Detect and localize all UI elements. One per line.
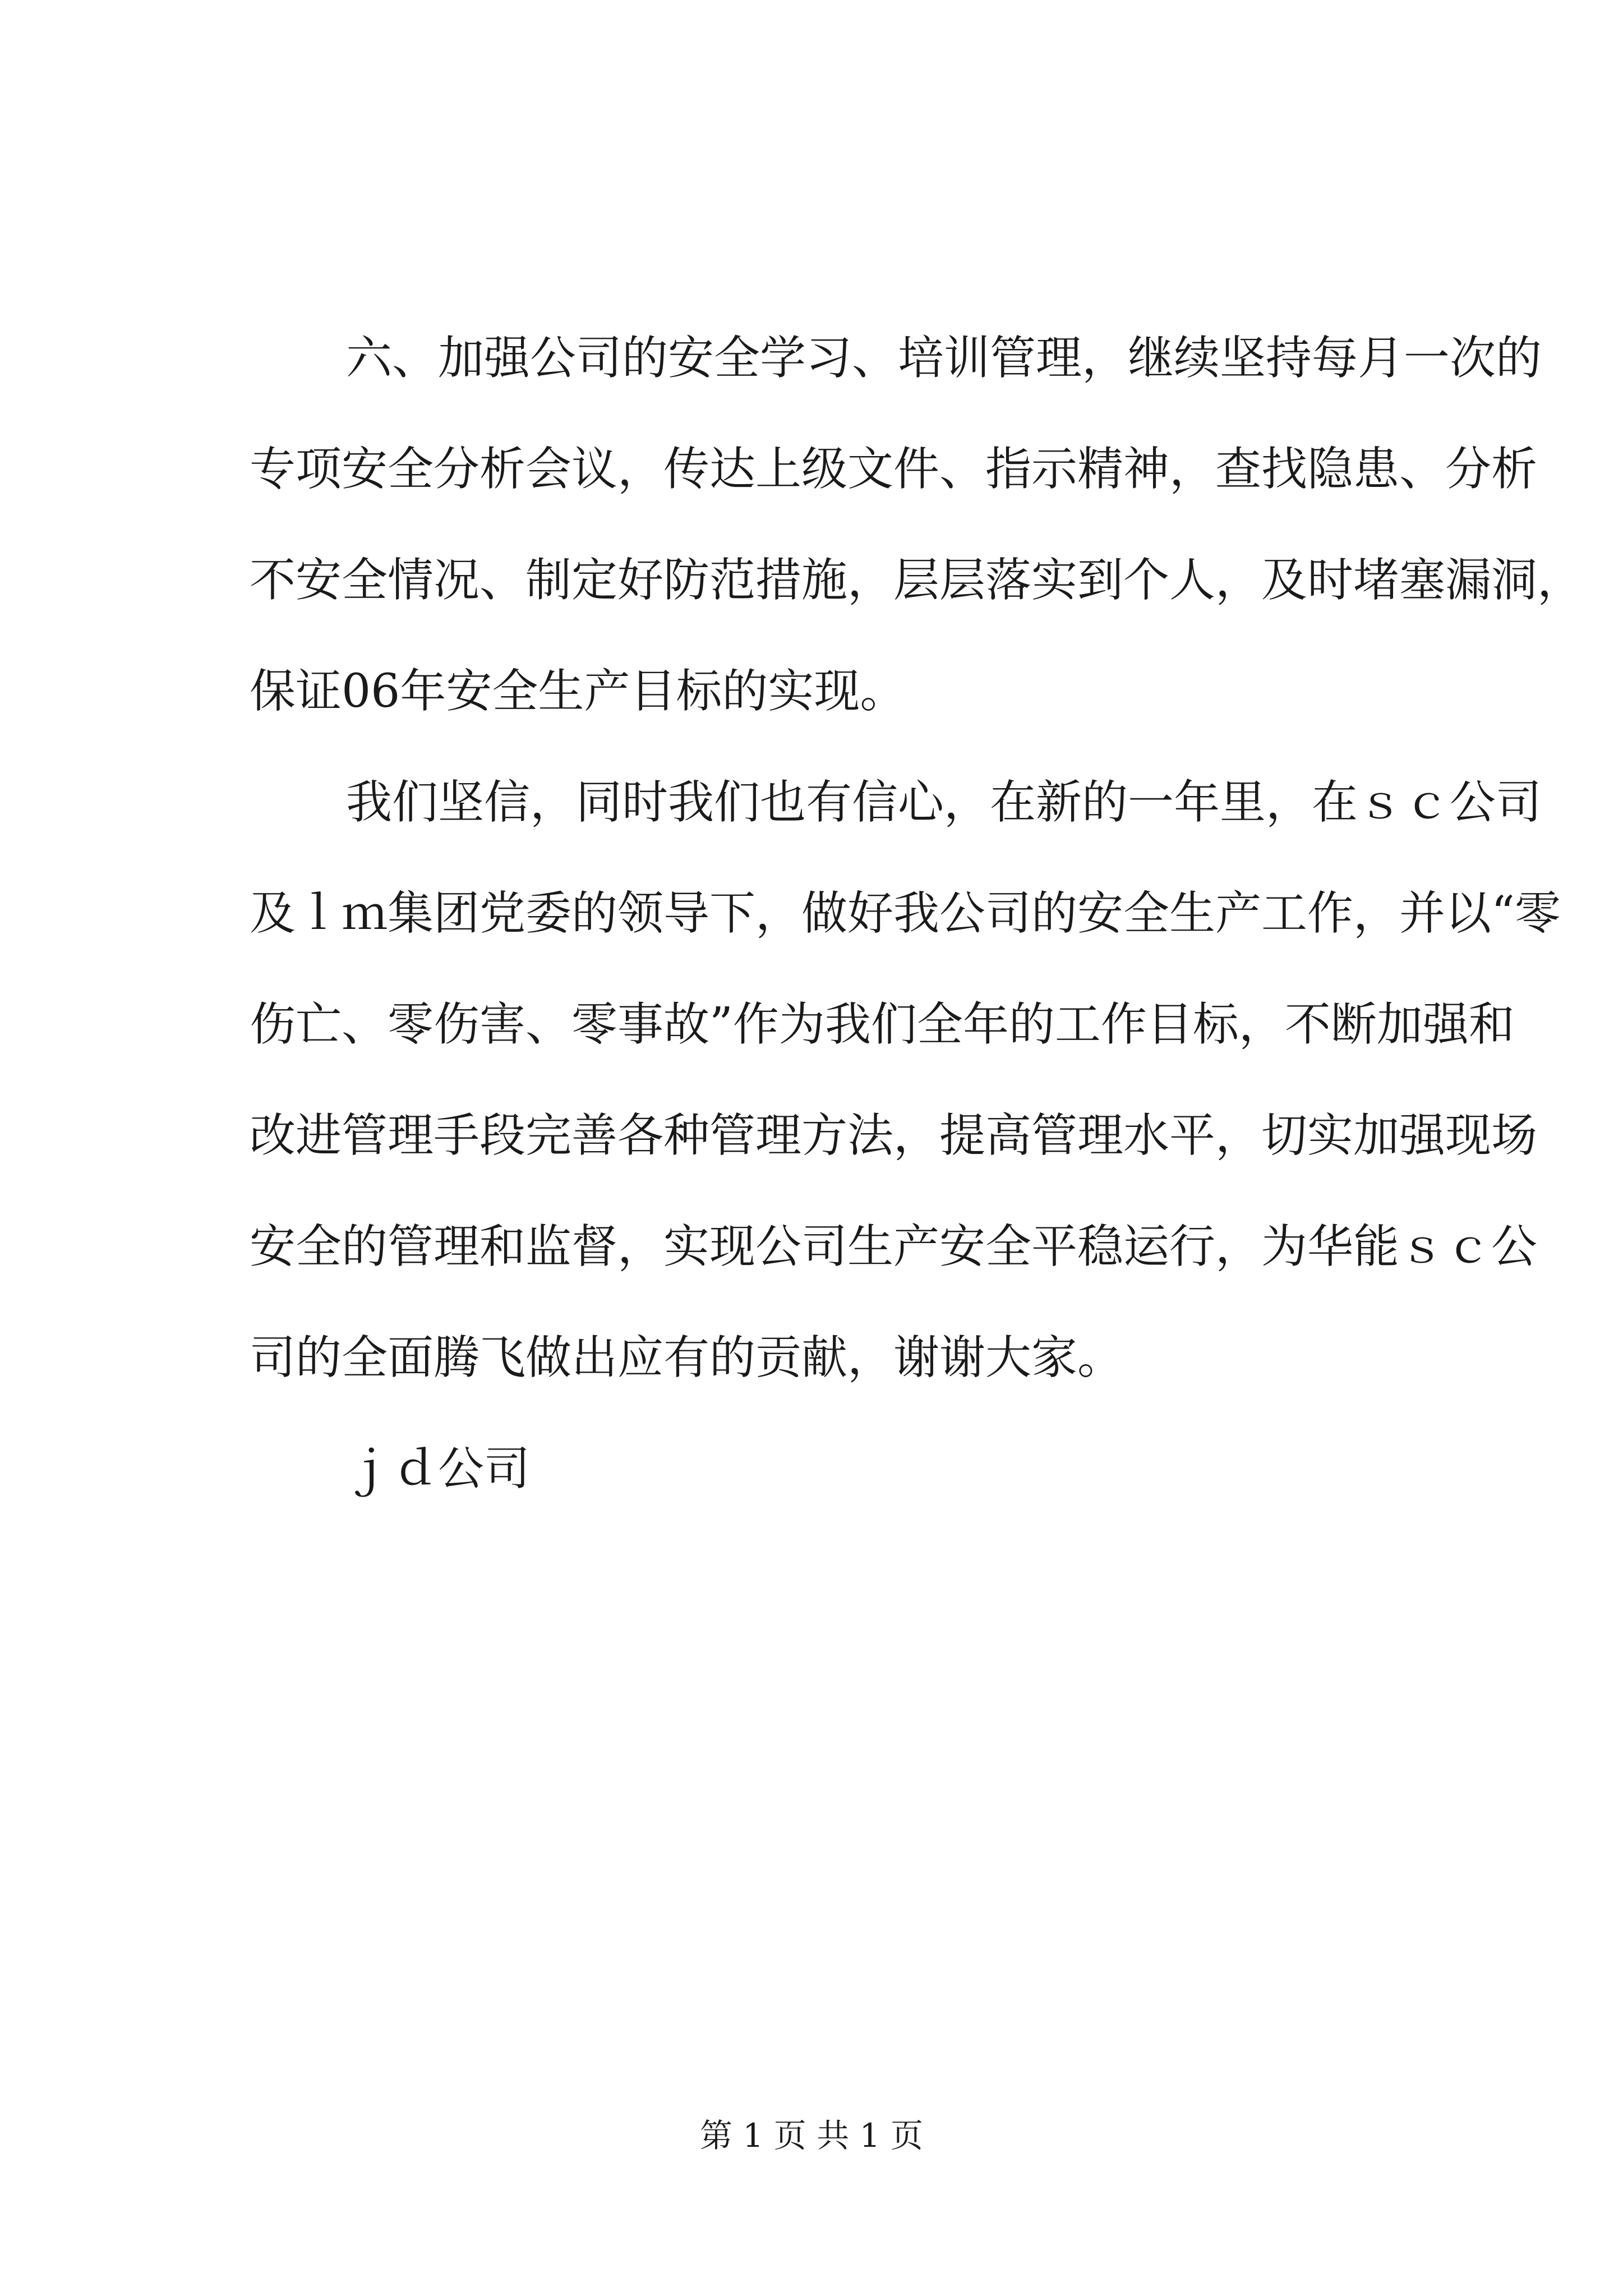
text-line: 不安全情况、制定好防范措施，层层落实到个人，及时堵塞漏洞，	[250, 554, 1584, 607]
signature-line: ｊｄ公司	[346, 1442, 531, 1496]
page-number-label: 第 1 页 共 1 页	[700, 2116, 923, 2155]
body-text	[250, 303, 1584, 1525]
text-line: 伤亡、零伤害、零事故”作为我们全年的工作目标，不断加强和	[250, 998, 1515, 1051]
text-line: 及ｌｍ集团党委的领导下，做好我公司的安全生产工作，并以“零	[250, 887, 1561, 940]
paragraph	[250, 747, 1561, 1414]
signature-paragraph	[250, 1414, 1422, 1525]
text-line: 专项安全分析会议，传达上级文件、指示精神，查找隐患、分析	[250, 443, 1538, 496]
text-line: 司的全面腾飞做出应有的贡献，谢谢大家。	[250, 1331, 1124, 1384]
paragraph	[250, 303, 1584, 747]
text-line: 六、加强公司的安全学习、培训管理，继续坚持每月一次的	[346, 332, 1542, 385]
page-footer	[0, 2109, 1623, 2156]
text-line: 改进管理手段完善各种管理方法，提高管理水平，切实加强现场	[250, 1109, 1538, 1162]
text-line: 我们坚信，同时我们也有信心，在新的一年里，在ｓｃ公司	[346, 776, 1542, 829]
text-line: 保证06年安全生产目标的实现。	[250, 665, 906, 718]
text-line: 安全的管理和监督，实现公司生产安全平稳运行，为华能ｓｃ公	[250, 1220, 1538, 1273]
